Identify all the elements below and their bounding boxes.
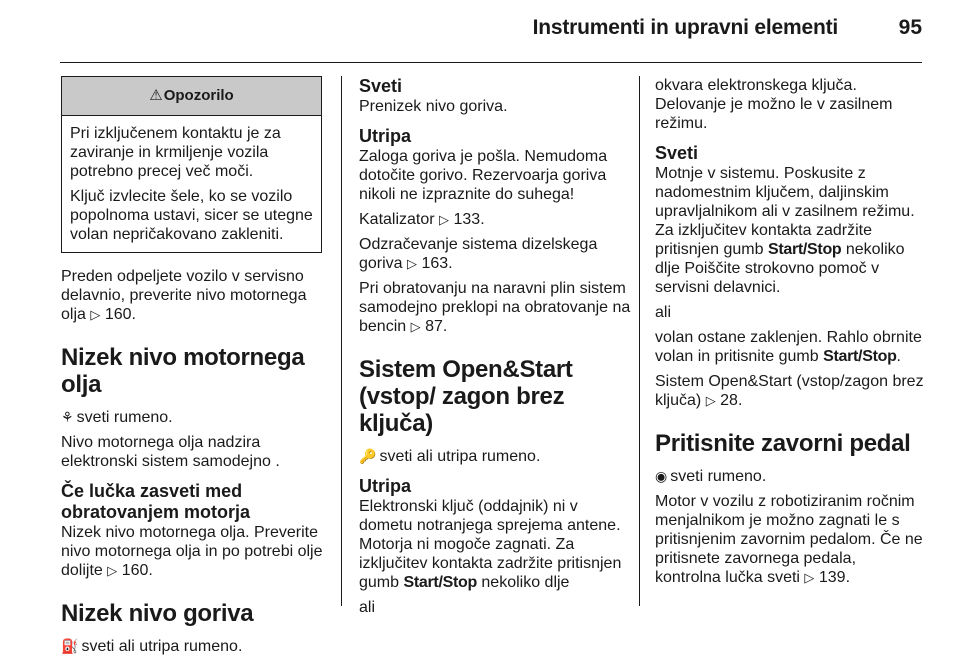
paragraph: ali bbox=[655, 304, 672, 321]
section-heading: Nizek nivo motornega olja bbox=[61, 344, 305, 398]
paragraph: Katalizator ▷ 133. bbox=[359, 211, 485, 228]
page-ref-arrow-icon: ▷ bbox=[410, 319, 421, 334]
column-divider-2 bbox=[639, 76, 640, 606]
column-2 bbox=[359, 76, 631, 623]
paragraph: Nizek nivo motornega olja. Preverite nivo motornega olja in po potrebi olje dolijte ▷ 160. bbox=[61, 524, 323, 579]
paragraph: ◉ sveti rumeno. bbox=[655, 468, 767, 485]
header-divider bbox=[60, 62, 922, 63]
page-ref-arrow-icon: ▷ bbox=[439, 212, 450, 227]
page-ref-arrow-icon: ▷ bbox=[90, 307, 101, 322]
page-number: 95 bbox=[898, 16, 922, 39]
page-ref-arrow-icon: ▷ bbox=[705, 393, 716, 408]
paragraph: 🔑 sveti ali utripa rumeno. bbox=[359, 448, 541, 465]
page-reference[interactable]: 133. bbox=[453, 211, 485, 228]
page-reference[interactable]: 160. bbox=[121, 562, 153, 579]
section-heading: Sistem Open&Start (vstop/ zagon brez ključa) bbox=[359, 356, 573, 437]
paragraph: ⛽ sveti ali utripa rumeno. bbox=[61, 638, 243, 655]
page-ref-arrow-icon: ▷ bbox=[107, 563, 118, 578]
brake-pedal-icon: ◉ bbox=[655, 468, 668, 484]
paragraph: Zaloga goriva je pošla. Nemudoma dotočite gorivo. Rezervoarja goriva nikoli ne izpraznite do suhega! bbox=[359, 148, 608, 203]
button-label: Start/Stop bbox=[403, 574, 477, 591]
paragraph: okvara elektronskega ključa. Delovanje je možno le v zasilnem režimu. bbox=[655, 77, 893, 132]
column-divider-1 bbox=[341, 76, 342, 606]
paragraph: Motor v vozilu z robotiziranim ročnim menjalnikom je možno zagnati le s pritisnjenim zavornim pedalom. Če ne pritisnete zavornega pedala, kontrolna lučka sveti ▷ 139. bbox=[655, 493, 923, 586]
paragraph: Prenizek nivo goriva. bbox=[359, 98, 508, 115]
paragraph: Nivo motornega olja nadzira elektronski sistem samodejno . bbox=[61, 434, 280, 470]
warning-triangle-icon: ⚠ bbox=[149, 87, 163, 104]
oil-can-icon: ⚘ bbox=[61, 409, 74, 425]
paragraph: ali bbox=[359, 599, 376, 616]
page-reference[interactable]: 87. bbox=[425, 318, 448, 335]
paragraph: Sistem Open&Start (vstop/zagon brez ključa) ▷ 28. bbox=[655, 373, 924, 409]
page-reference[interactable]: 160. bbox=[104, 306, 136, 323]
warning-box bbox=[61, 76, 322, 253]
page-reference[interactable]: 28. bbox=[720, 392, 743, 409]
warning-paragraph: Ključ izvlecite šele, ko se vozilo popolnoma ustavi, sicer se utegne volan nepričakovano zakleniti. bbox=[70, 188, 313, 243]
paragraph: Odzračevanje sistema dizelskega goriva ▷ 163. bbox=[359, 236, 598, 272]
fuel-pump-icon: ⛽ bbox=[61, 638, 79, 654]
page-reference[interactable]: 139. bbox=[818, 569, 851, 586]
page-reference[interactable]: 163. bbox=[421, 255, 453, 272]
section-heading: Pritisnite zavorni pedal bbox=[655, 430, 911, 457]
warning-paragraph: Pri izključenem kontaktu je za zaviranje in krmiljenje vozila potrebno precej več moči. bbox=[70, 125, 281, 180]
paragraph: Pri obratovanju na naravni plin sistem samodejno preklopi na obratovanje na bencin ▷ 87. bbox=[359, 280, 631, 335]
subsection-heading: Sveti bbox=[359, 76, 403, 96]
page-ref-arrow-icon: ▷ bbox=[407, 256, 418, 271]
paragraph: volan ostane zaklenjen. Rahlo obrnite volan in pritisnite gumb Start/Stop. bbox=[655, 329, 922, 365]
key-signal-icon: 🔑 bbox=[359, 448, 377, 464]
subsection-heading: Utripa bbox=[359, 126, 412, 146]
paragraph: Motnje v sistemu. Poskusite z nadomestnim ključem, daljinskim upravljalnikom ali v zasilnem režimu. Za izključitev kontakta zadržite pritisnjen gumb Start/Stop nekoliko dlje Poiščite strokovno pomoč v servisni delavnici. bbox=[655, 165, 915, 296]
subsection-heading: Utripa bbox=[359, 476, 412, 496]
paragraph: Preden odpeljete vozilo v servisno delavnio, preverite nivo motornega olja ▷ 160. bbox=[61, 268, 307, 323]
column-3 bbox=[655, 76, 925, 593]
subsection-heading: Sveti bbox=[655, 143, 699, 163]
page-ref-arrow-icon: ▷ bbox=[804, 570, 815, 585]
page-header-title: Instrumenti in upravni elementi bbox=[532, 16, 838, 39]
column-1 bbox=[61, 76, 326, 662]
button-label: Start/Stop bbox=[767, 241, 842, 258]
warning-body bbox=[62, 116, 321, 252]
button-label: Start/Stop bbox=[823, 348, 897, 365]
section-heading: Nizek nivo goriva bbox=[61, 600, 254, 627]
paragraph: Elektronski ključ (oddajnik) ni v dometu notranjega sprejema antene. Motorja ni mogoče zagnati. Za izključitev kontakta zadržite pritisnjen gumb Start/Stop nekoliko dlje bbox=[359, 498, 622, 591]
subsection-heading: Če lučka zasveti med obratovanjem motorja bbox=[61, 481, 251, 522]
warning-title: Opozorilo bbox=[163, 87, 234, 104]
paragraph: ⚘ sveti rumeno. bbox=[61, 409, 173, 426]
warning-header bbox=[62, 77, 321, 116]
